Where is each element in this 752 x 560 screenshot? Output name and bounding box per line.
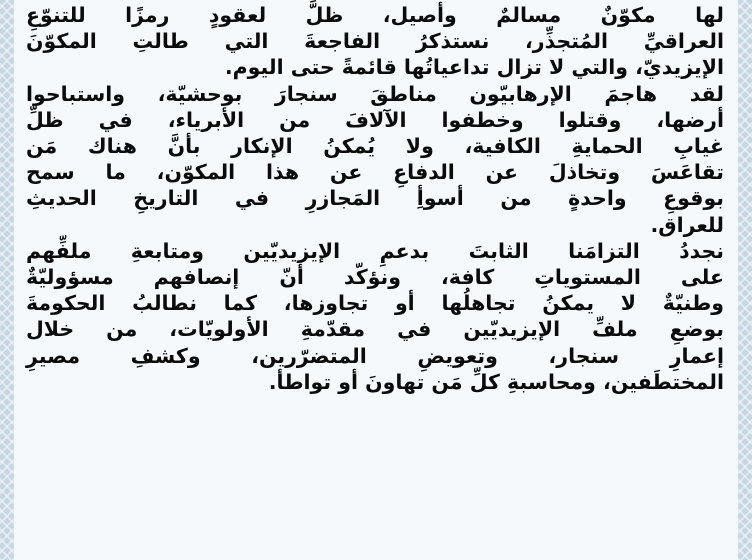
text-line: على المستوياتِ كافة، ونؤكّد أنّ إنصافهم مسؤوليّةٌ — [26, 265, 724, 290]
text-line: العراقيِّ المُتجذِّر، نستذكرُ الفاجعةَ التي طالتِ المكوّنَ — [26, 29, 724, 54]
text-line: المختطَفين، ومحاسبةِ كلِّ مَن تهاونَ أو تواطأ. — [268, 369, 724, 394]
text-line: للعراق. — [650, 212, 724, 237]
text-line: بوضعِ ملفِّ الإيزيديّين في مقدّمةِ الأولويّات، من خلال — [26, 317, 724, 342]
text-line: غيابِ الحمايةِ الكافية، ولا يُمكنُ الإنكار بأنَّ هناك مَن — [26, 134, 724, 159]
right-decorative-border — [738, 0, 752, 560]
text-line: لقد هاجمَ الإرهابيّون مناطقَ سنجارَ بوحشيّة، واستباحوا — [26, 81, 724, 106]
statement-text — [26, 2, 724, 395]
text-line: الإيزيديّ، والتي لا تزال تداعياتُها قائمةً حتى اليوم. — [224, 55, 724, 80]
text-line: إعمارِ سنجار، وتعويضِ المتضرّرين، وكشفِ مصيرِ — [26, 343, 724, 368]
text-line: تقاعَسَ وتخاذلَ عن الدفاعِ عن هذا المكوّن، ما سمح — [26, 160, 724, 185]
text-line: لها مكوّنٌ مسالمٌ وأصيل، ظلَّ لعقودٍ رمزًا للتنوّعِ — [26, 3, 724, 27]
text-line: نجددُ التزامَنا الثابتَ بدعمِ الإيزيديّين ومتابعةِ ملفِّهم — [26, 238, 724, 263]
statement-page — [14, 0, 738, 560]
left-decorative-border — [0, 0, 14, 560]
text-line: أرضها، وقتلوا وخطفوا الآلافَ من الأبرياء، في ظلِّ — [26, 107, 724, 132]
text-line: بوقوعِ واحدةٍ من أسوأِ المَجازرِ في التاريخِ الحديثِ — [26, 186, 724, 211]
paragraph-intro — [26, 2, 724, 81]
paragraph-attack — [26, 81, 724, 238]
paragraph-commitment — [26, 238, 724, 395]
text-line: وطنيّةٌ لا يمكنُ تجاهلُها أو تجاوزها، كما نطالبُ الحكومةَ — [26, 291, 724, 316]
